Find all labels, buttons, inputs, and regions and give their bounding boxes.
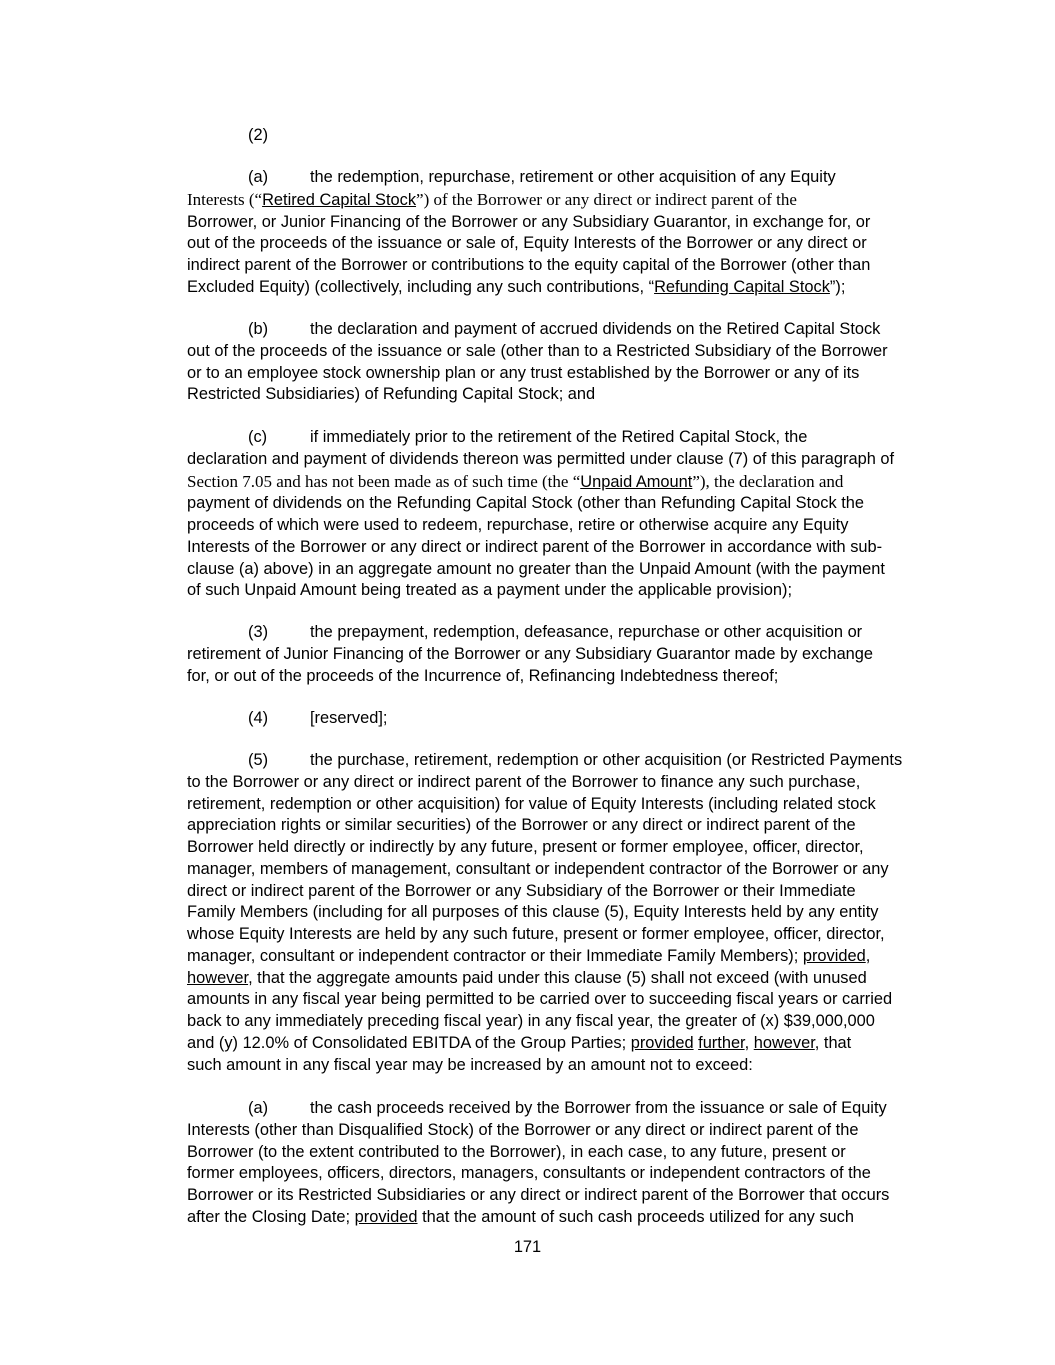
paragraph-5 bbox=[187, 750, 937, 1076]
term-however: however bbox=[753, 1033, 815, 1052]
paragraph-line: amounts in any fiscal year being permitted to be carried over to succeeding fiscal years or carried bbox=[187, 990, 893, 1009]
paragraph-line: Section 7.05 and has not been made as of such time (the “Unpaid Amount”), the declaration and bbox=[187, 471, 844, 491]
paragraph-line: to the Borrower or any direct or indirect parent of the Borrower to finance any such purchase, bbox=[187, 772, 861, 791]
defined-term-retired-capital-stock: Retired Capital Stock bbox=[262, 190, 417, 209]
page-number: 171 bbox=[513, 1238, 542, 1256]
term-provided: provided bbox=[354, 1207, 418, 1226]
paragraph-2c bbox=[187, 427, 937, 602]
defined-term-refunding-capital-stock: Refunding Capital Stock bbox=[654, 277, 830, 296]
clause-label: (a) bbox=[248, 168, 269, 186]
paragraph-line: after the Closing Date; provided that the amount of such cash proceeds utilized for any such bbox=[187, 1207, 854, 1226]
clause-label: (3) bbox=[248, 623, 269, 641]
paragraph-line: (5) the purchase, retirement, redemption or other acquisition (or Restricted Payments bbox=[187, 750, 937, 772]
paragraph-line: appreciation rights or similar securities) of the Borrower or any direct or indirect parent of the bbox=[187, 816, 856, 835]
paragraph-line: Interests (“Retired Capital Stock”) of the Borrower or any direct or indirect parent of the bbox=[187, 189, 797, 209]
clause-label: (b) bbox=[248, 320, 269, 338]
paragraph-line: payment of dividends on the Refunding Capital Stock (other than Refunding Capital Stock the bbox=[187, 494, 864, 513]
defined-term-unpaid-amount: Unpaid Amount bbox=[580, 472, 693, 491]
clause-label: (4) bbox=[248, 709, 269, 727]
paragraph-3 bbox=[187, 622, 937, 687]
paragraph-line: Excluded Equity) (collectively, including any such contributions, “Refunding Capital Stock”); bbox=[187, 277, 846, 296]
clause-label: (5) bbox=[248, 751, 269, 769]
paragraph-line: proceeds of which were used to redeem, repurchase, retire or otherwise acquire any Equity bbox=[187, 516, 849, 534]
paragraph-line: Borrower or its Restricted Subsidiaries or any direct or indirect parent of the Borrower that occurs bbox=[187, 1186, 890, 1204]
paragraph-line: and (y) 12.0% of Consolidated EBITDA of the Group Parties; provided further, however, that bbox=[187, 1033, 852, 1052]
paragraph-line: manager, consultant or independent contractor or their Immediate Family Members); provided, bbox=[187, 946, 871, 965]
term-provided: provided bbox=[630, 1033, 694, 1052]
paragraph-line: or to an employee stock ownership plan or any trust established by the Borrower or any of its bbox=[187, 363, 860, 382]
paragraph-4 bbox=[187, 708, 937, 730]
paragraph-line: (b) the declaration and payment of accrued dividends on the Retired Capital Stock bbox=[187, 319, 937, 341]
paragraph-line: manager, members of management, consultant or independent contractor of the Borrower or any bbox=[187, 859, 889, 878]
paragraph-line: Interests (other than Disqualified Stock) of the Borrower or any direct or indirect parent of the bbox=[187, 1120, 859, 1139]
paragraph-line: out of the proceeds of the issuance or sale of, Equity Interests of the Borrower or any direct or bbox=[187, 234, 867, 253]
paragraph-line: such amount in any fiscal year may be increased by an amount not to exceed: bbox=[187, 1055, 753, 1074]
paragraph-line: direct or indirect parent of the Borrower or any Subsidiary of the Borrower or their Immediate bbox=[187, 881, 856, 900]
term-provided: provided bbox=[802, 946, 866, 965]
paragraph-line: Interests of the Borrower or any direct or indirect parent of the Borrower in accordance with sub- bbox=[187, 537, 883, 556]
paragraph-line: (a) the cash proceeds received by the Borrower from the issuance or sale of Equity bbox=[187, 1098, 937, 1120]
paragraph-line: for, or out of the proceeds of the Incurrence of, Refinancing Indebtedness thereof; bbox=[187, 666, 779, 685]
paragraph-line: Borrower held directly or indirectly by any future, present or former employee, officer, director, bbox=[187, 838, 864, 856]
paragraph-line: back to any immediately preceding fiscal year) in any fiscal year, the greater of (x) $39,000,000 bbox=[187, 1012, 875, 1030]
paragraph-line: clause (a) above) in an aggregate amount no greater than the Unpaid Amount (with the payment bbox=[187, 559, 885, 578]
paragraph-line: Restricted Subsidiaries) of Refunding Capital Stock; and bbox=[187, 385, 596, 404]
paragraph-line: (a) the redemption, repurchase, retirement or other acquisition of any Equity bbox=[187, 167, 937, 189]
paragraph-line: whose Equity Interests are held by any such future, present or former employee, officer, director, bbox=[187, 925, 885, 943]
paragraph-2a bbox=[187, 167, 937, 299]
term-however: however bbox=[187, 968, 249, 987]
paragraph-5a bbox=[187, 1098, 937, 1229]
paragraph-line: (4) [reserved]; bbox=[187, 708, 937, 730]
paragraph-line: however, that the aggregate amounts paid under this clause (5) shall not exceed (with unused bbox=[187, 968, 867, 987]
paragraph-line: Borrower, or Junior Financing of the Borrower or any Subsidiary Guarantor, in exchange for, or bbox=[187, 212, 871, 231]
section-marker: (2) bbox=[248, 126, 269, 144]
paragraph-line: retirement of Junior Financing of the Borrower or any Subsidiary Guarantor made by exchange bbox=[187, 644, 874, 663]
paragraph-2b bbox=[187, 319, 937, 406]
paragraph-line: (c) if immediately prior to the retirement of the Retired Capital Stock, the bbox=[187, 427, 937, 449]
clause-label: (c) bbox=[248, 428, 268, 446]
paragraph-line: indirect parent of the Borrower or contributions to the equity capital of the Borrower (other than bbox=[187, 256, 871, 274]
paragraph-line: declaration and payment of dividends thereon was permitted under clause (7) of this paragraph of bbox=[187, 449, 895, 468]
paragraph-line: Borrower (to the extent contributed to the Borrower), in each case, to any future, present or bbox=[187, 1142, 846, 1161]
paragraph-line: former employees, officers, directors, managers, consultants or independent contractors of the bbox=[187, 1164, 871, 1183]
paragraph-line: out of the proceeds of the issuance or sale (other than to a Restricted Subsidiary of the Borrower bbox=[187, 341, 888, 360]
clause-label: (a) bbox=[248, 1099, 269, 1117]
paragraph-line: of such Unpaid Amount being treated as a payment under the applicable provision); bbox=[187, 581, 793, 600]
term-further: further bbox=[698, 1033, 745, 1052]
paragraph-line: (3) the prepayment, redemption, defeasance, repurchase or other acquisition or bbox=[187, 622, 937, 644]
paragraph-line: retirement, redemption or other acquisition) for value of Equity Interests (including related stock bbox=[187, 794, 876, 813]
paragraph-line: Family Members (including for all purposes of this clause (5), Equity Interests held by any entity bbox=[187, 903, 879, 922]
